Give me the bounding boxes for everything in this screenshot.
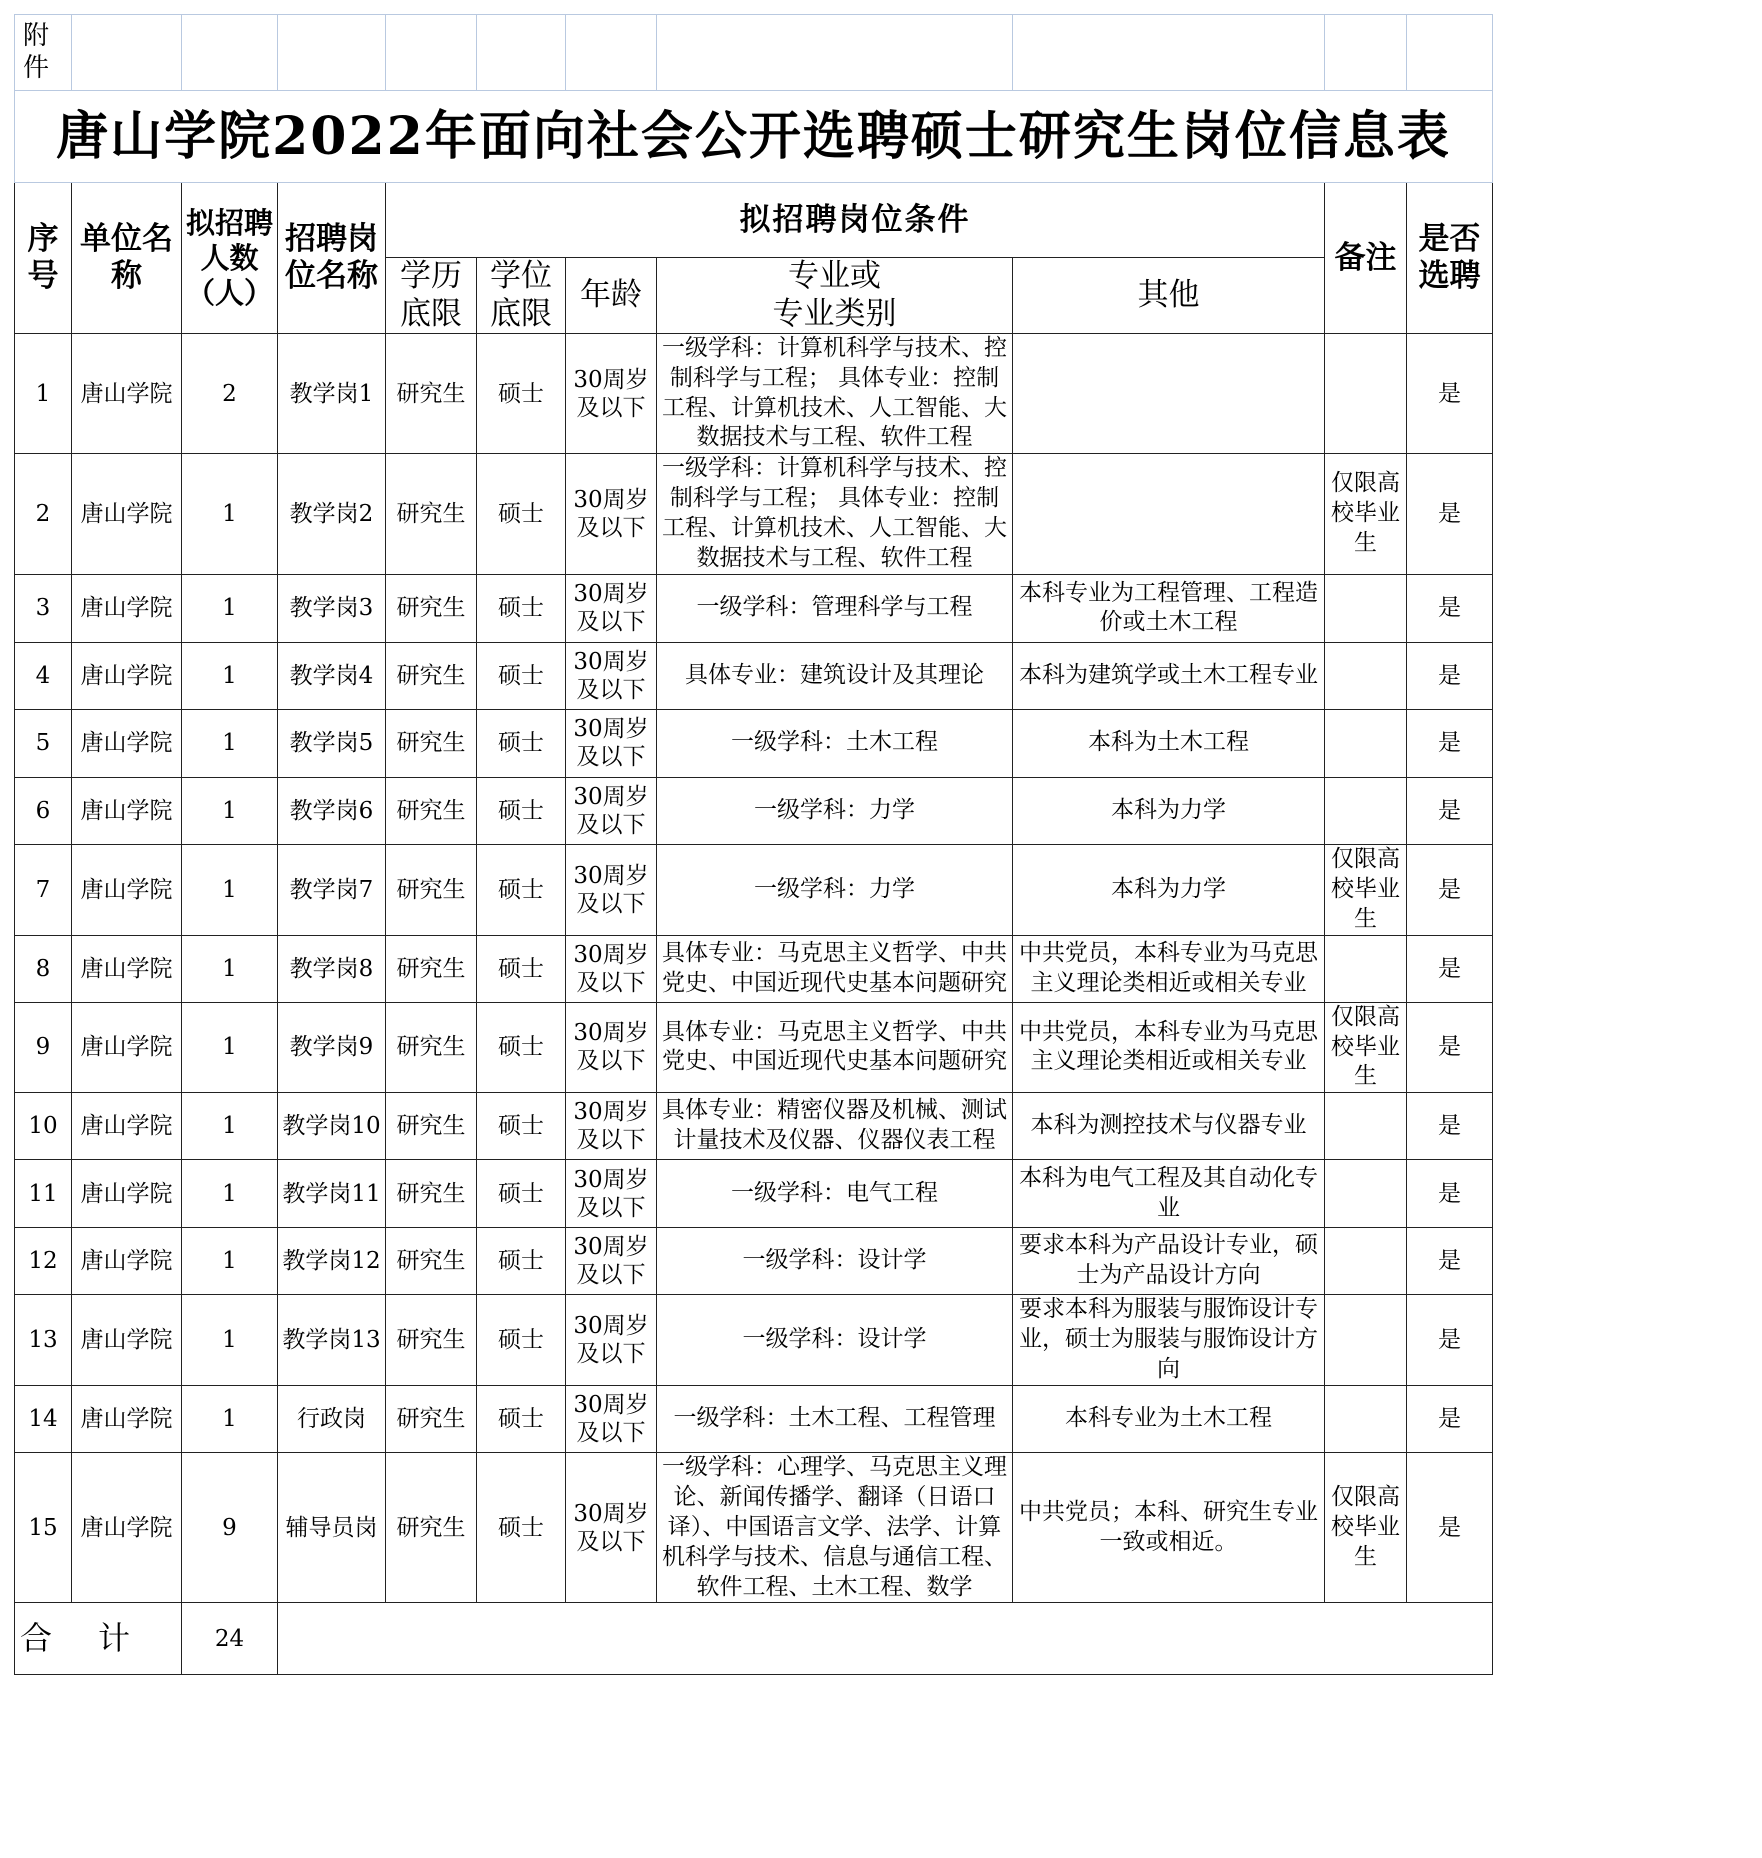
table-row	[15, 844, 1493, 935]
count-cell: 1	[182, 1295, 278, 1386]
selected-cell: 是	[1407, 454, 1493, 575]
seq-cell: 15	[15, 1452, 72, 1602]
seq-cell: 8	[15, 935, 72, 1002]
unit-cell: 唐山学院	[72, 844, 182, 935]
age-cell: 30周岁及以下	[566, 1295, 657, 1386]
degree-cell: 硕士	[477, 1002, 566, 1093]
count-cell: 1	[182, 574, 278, 642]
other-cell: 中共党员，本科专业为马克思主义理论类相近或相关专业	[1013, 935, 1325, 1002]
selected-cell: 是	[1407, 1160, 1493, 1228]
selected-cell: 是	[1407, 642, 1493, 709]
remark-cell	[1325, 642, 1407, 709]
degree-cell: 硕士	[477, 1452, 566, 1602]
age-cell: 30周岁及以下	[566, 1452, 657, 1602]
age-cell: 30周岁及以下	[566, 1093, 657, 1160]
unit-cell: 唐山学院	[72, 777, 182, 844]
position-cell: 教学岗5	[278, 709, 386, 777]
header-position: 招聘岗位名称	[278, 183, 386, 333]
seq-cell: 6	[15, 777, 72, 844]
table-row	[15, 333, 1493, 454]
degree-cell: 硕士	[477, 454, 566, 575]
remark-cell	[1325, 1295, 1407, 1386]
education-cell: 研究生	[386, 777, 477, 844]
remark-cell: 仅限高校毕业生	[1325, 1452, 1407, 1602]
other-cell: 本科专业为工程管理、工程造价或土木工程	[1013, 574, 1325, 642]
remark-cell	[1325, 1228, 1407, 1295]
remark-cell	[1325, 574, 1407, 642]
unit-cell: 唐山学院	[72, 642, 182, 709]
header-row-1	[15, 183, 1493, 258]
remark-cell	[1325, 709, 1407, 777]
position-cell: 教学岗2	[278, 454, 386, 575]
table-row	[15, 709, 1493, 777]
age-cell: 30周岁及以下	[566, 642, 657, 709]
education-cell: 研究生	[386, 1228, 477, 1295]
education-cell: 研究生	[386, 642, 477, 709]
remark-cell	[1325, 1093, 1407, 1160]
degree-cell: 硕士	[477, 1228, 566, 1295]
degree-cell: 硕士	[477, 1160, 566, 1228]
table-row	[15, 1160, 1493, 1228]
header-remark: 备注	[1325, 183, 1407, 333]
seq-cell: 2	[15, 454, 72, 575]
unit-cell: 唐山学院	[72, 1385, 182, 1452]
age-cell: 30周岁及以下	[566, 844, 657, 935]
unit-cell: 唐山学院	[72, 1228, 182, 1295]
table-row	[15, 1295, 1493, 1386]
position-cell: 辅导员岗	[278, 1452, 386, 1602]
unit-cell: 唐山学院	[72, 935, 182, 1002]
education-cell: 研究生	[386, 1093, 477, 1160]
education-cell: 研究生	[386, 709, 477, 777]
table-row	[15, 1452, 1493, 1602]
table-row	[15, 935, 1493, 1002]
other-cell: 本科专业为土木工程	[1013, 1385, 1325, 1452]
count-cell: 1	[182, 709, 278, 777]
recruitment-table	[14, 14, 1493, 1675]
attachment-row	[15, 15, 1493, 91]
header-other: 其他	[1013, 258, 1325, 333]
position-cell: 教学岗6	[278, 777, 386, 844]
unit-cell: 唐山学院	[72, 1002, 182, 1093]
count-cell: 9	[182, 1452, 278, 1602]
degree-cell: 硕士	[477, 1093, 566, 1160]
unit-cell: 唐山学院	[72, 454, 182, 575]
header-major: 专业或 专业类别	[657, 258, 1013, 333]
other-cell: 中共党员，本科专业为马克思主义理论类相近或相关专业	[1013, 1002, 1325, 1093]
age-cell: 30周岁及以下	[566, 777, 657, 844]
remark-cell: 仅限高校毕业生	[1325, 844, 1407, 935]
selected-cell: 是	[1407, 574, 1493, 642]
remark-cell: 仅限高校毕业生	[1325, 1002, 1407, 1093]
table-row	[15, 1228, 1493, 1295]
count-cell: 1	[182, 642, 278, 709]
other-cell: 本科为力学	[1013, 777, 1325, 844]
unit-cell: 唐山学院	[72, 1160, 182, 1228]
other-cell: 本科为力学	[1013, 844, 1325, 935]
selected-cell: 是	[1407, 844, 1493, 935]
unit-cell: 唐山学院	[72, 333, 182, 454]
count-cell: 1	[182, 1228, 278, 1295]
selected-cell: 是	[1407, 935, 1493, 1002]
count-cell: 1	[182, 1093, 278, 1160]
count-cell: 1	[182, 777, 278, 844]
remark-cell	[1325, 1160, 1407, 1228]
seq-cell: 9	[15, 1002, 72, 1093]
position-cell: 教学岗13	[278, 1295, 386, 1386]
total-value: 24	[182, 1603, 278, 1675]
other-cell	[1013, 333, 1325, 454]
count-cell: 1	[182, 1160, 278, 1228]
degree-cell: 硕士	[477, 844, 566, 935]
age-cell: 30周岁及以下	[566, 333, 657, 454]
education-cell: 研究生	[386, 1295, 477, 1386]
count-cell: 1	[182, 935, 278, 1002]
header-education: 学历底限	[386, 258, 477, 333]
remark-cell	[1325, 777, 1407, 844]
unit-cell: 唐山学院	[72, 1093, 182, 1160]
major-cell: 一级学科：力学	[657, 777, 1013, 844]
table-row	[15, 574, 1493, 642]
education-cell: 研究生	[386, 574, 477, 642]
position-cell: 教学岗11	[278, 1160, 386, 1228]
seq-cell: 1	[15, 333, 72, 454]
education-cell: 研究生	[386, 1452, 477, 1602]
degree-cell: 硕士	[477, 642, 566, 709]
seq-cell: 5	[15, 709, 72, 777]
remark-cell: 仅限高校毕业生	[1325, 454, 1407, 575]
degree-cell: 硕士	[477, 1295, 566, 1386]
major-cell: 具体专业：马克思主义哲学、中共党史、中国近现代史基本问题研究	[657, 1002, 1013, 1093]
table-row	[15, 1385, 1493, 1452]
degree-cell: 硕士	[477, 709, 566, 777]
seq-cell: 10	[15, 1093, 72, 1160]
seq-cell: 3	[15, 574, 72, 642]
position-cell: 教学岗8	[278, 935, 386, 1002]
selected-cell: 是	[1407, 1228, 1493, 1295]
position-cell: 教学岗10	[278, 1093, 386, 1160]
major-cell: 具体专业：精密仪器及机械、测试计量技术及仪器、仪器仪表工程	[657, 1093, 1013, 1160]
major-cell: 一级学科：设计学	[657, 1228, 1013, 1295]
major-cell: 具体专业：马克思主义哲学、中共党史、中国近现代史基本问题研究	[657, 935, 1013, 1002]
age-cell: 30周岁及以下	[566, 1002, 657, 1093]
age-cell: 30周岁及以下	[566, 574, 657, 642]
selected-cell: 是	[1407, 1093, 1493, 1160]
major-cell: 一级学科：力学	[657, 844, 1013, 935]
major-cell: 一级学科：管理科学与工程	[657, 574, 1013, 642]
position-cell: 教学岗7	[278, 844, 386, 935]
attachment-label: 附件	[15, 15, 72, 91]
count-cell: 1	[182, 454, 278, 575]
title-row	[15, 91, 1493, 183]
seq-cell: 14	[15, 1385, 72, 1452]
total-label: 合计	[15, 1603, 182, 1675]
other-cell	[1013, 454, 1325, 575]
spreadsheet	[14, 14, 1493, 1675]
major-cell: 一级学科：电气工程	[657, 1160, 1013, 1228]
table-row	[15, 642, 1493, 709]
other-cell: 要求本科为服装与服饰设计专业，硕士为服装与服饰设计方向	[1013, 1295, 1325, 1386]
other-cell: 中共党员；本科、研究生专业一致或相近。	[1013, 1452, 1325, 1602]
age-cell: 30周岁及以下	[566, 1160, 657, 1228]
remark-cell	[1325, 935, 1407, 1002]
major-cell: 一级学科：设计学	[657, 1295, 1013, 1386]
remark-cell	[1325, 333, 1407, 454]
position-cell: 教学岗4	[278, 642, 386, 709]
degree-cell: 硕士	[477, 574, 566, 642]
education-cell: 研究生	[386, 1385, 477, 1452]
header-age: 年龄	[566, 258, 657, 333]
count-cell: 1	[182, 1385, 278, 1452]
other-cell: 本科为建筑学或土木工程专业	[1013, 642, 1325, 709]
total-row	[15, 1603, 1493, 1675]
position-cell: 教学岗12	[278, 1228, 386, 1295]
selected-cell: 是	[1407, 709, 1493, 777]
selected-cell: 是	[1407, 1452, 1493, 1602]
education-cell: 研究生	[386, 333, 477, 454]
unit-cell: 唐山学院	[72, 574, 182, 642]
count-cell: 2	[182, 333, 278, 454]
other-cell: 本科为测控技术与仪器专业	[1013, 1093, 1325, 1160]
seq-cell: 12	[15, 1228, 72, 1295]
selected-cell: 是	[1407, 333, 1493, 454]
seq-cell: 7	[15, 844, 72, 935]
header-seq: 序号	[15, 183, 72, 333]
other-cell: 本科为电气工程及其自动化专业	[1013, 1160, 1325, 1228]
seq-cell: 13	[15, 1295, 72, 1386]
table-row	[15, 1002, 1493, 1093]
degree-cell: 硕士	[477, 935, 566, 1002]
education-cell: 研究生	[386, 844, 477, 935]
header-count: 拟招聘人数（人）	[182, 183, 278, 333]
education-cell: 研究生	[386, 1002, 477, 1093]
header-selected: 是否选聘	[1407, 183, 1493, 333]
major-cell: 具体专业：建筑设计及其理论	[657, 642, 1013, 709]
major-cell: 一级学科：计算机科学与技术、控制科学与工程； 具体专业：控制工程、计算机技术、人工智能、大数据技术与工程、软件工程	[657, 454, 1013, 575]
age-cell: 30周岁及以下	[566, 709, 657, 777]
remark-cell	[1325, 1385, 1407, 1452]
education-cell: 研究生	[386, 1160, 477, 1228]
total-blank	[278, 1603, 1493, 1675]
degree-cell: 硕士	[477, 777, 566, 844]
major-cell: 一级学科：心理学、马克思主义理论、新闻传播学、翻译（日语口译）、中国语言文学、法学、计算机科学与技术、信息与通信工程、软件工程、土木工程、数学	[657, 1452, 1013, 1602]
position-cell: 教学岗1	[278, 333, 386, 454]
education-cell: 研究生	[386, 454, 477, 575]
position-cell: 教学岗3	[278, 574, 386, 642]
page-title: 唐山学院2022年面向社会公开选聘硕士研究生岗位信息表	[15, 91, 1493, 183]
position-cell: 教学岗9	[278, 1002, 386, 1093]
position-cell: 行政岗	[278, 1385, 386, 1452]
unit-cell: 唐山学院	[72, 1452, 182, 1602]
seq-cell: 11	[15, 1160, 72, 1228]
other-cell: 要求本科为产品设计专业，硕士为产品设计方向	[1013, 1228, 1325, 1295]
age-cell: 30周岁及以下	[566, 935, 657, 1002]
selected-cell: 是	[1407, 1385, 1493, 1452]
count-cell: 1	[182, 1002, 278, 1093]
degree-cell: 硕士	[477, 333, 566, 454]
count-cell: 1	[182, 844, 278, 935]
seq-cell: 4	[15, 642, 72, 709]
header-unit: 单位名称	[72, 183, 182, 333]
table-row	[15, 454, 1493, 575]
header-conditions: 拟招聘岗位条件	[386, 183, 1325, 258]
selected-cell: 是	[1407, 777, 1493, 844]
age-cell: 30周岁及以下	[566, 1385, 657, 1452]
selected-cell: 是	[1407, 1002, 1493, 1093]
header-degree: 学位底限	[477, 258, 566, 333]
education-cell: 研究生	[386, 935, 477, 1002]
unit-cell: 唐山学院	[72, 709, 182, 777]
major-cell: 一级学科：土木工程	[657, 709, 1013, 777]
selected-cell: 是	[1407, 1295, 1493, 1386]
table-row	[15, 1093, 1493, 1160]
other-cell: 本科为土木工程	[1013, 709, 1325, 777]
table-row	[15, 777, 1493, 844]
major-cell: 一级学科：土木工程、工程管理	[657, 1385, 1013, 1452]
degree-cell: 硕士	[477, 1385, 566, 1452]
major-cell: 一级学科：计算机科学与技术、控制科学与工程； 具体专业：控制工程、计算机技术、人工智能、大数据技术与工程、软件工程	[657, 333, 1013, 454]
age-cell: 30周岁及以下	[566, 1228, 657, 1295]
age-cell: 30周岁及以下	[566, 454, 657, 575]
unit-cell: 唐山学院	[72, 1295, 182, 1386]
